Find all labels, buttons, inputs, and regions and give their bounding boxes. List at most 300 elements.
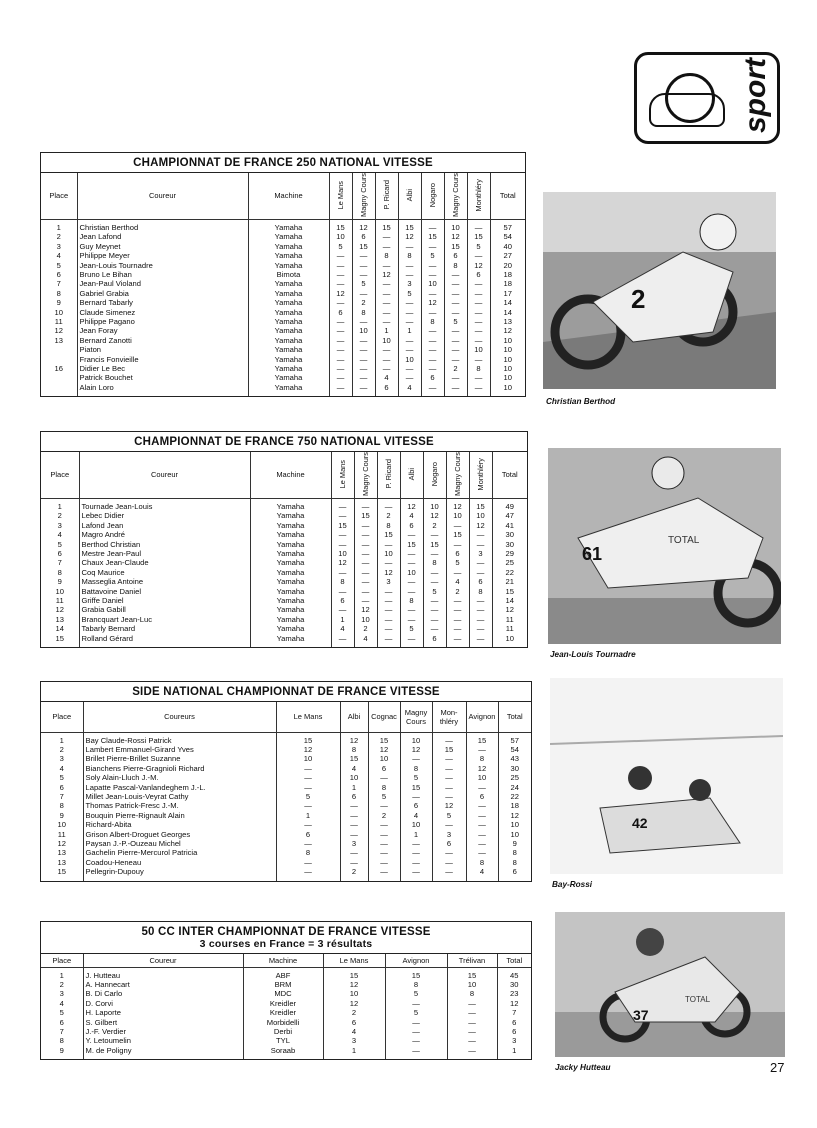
table-cell: 15 bbox=[398, 219, 421, 232]
table-cell: — bbox=[375, 289, 398, 298]
table-cell: 2 bbox=[446, 587, 469, 596]
table-cell: — bbox=[276, 820, 340, 829]
table-cell: 6 bbox=[276, 830, 340, 839]
table-cell: 9 bbox=[41, 1046, 83, 1059]
table-cell: Patrick Bouchet bbox=[77, 373, 248, 382]
table-cell: Gachelin Pierre-Mercurol Patricia bbox=[83, 848, 276, 857]
table-cell: — bbox=[432, 783, 466, 792]
table-cell: — bbox=[329, 270, 352, 279]
table-cell: 7 bbox=[41, 558, 79, 567]
table-cell: Yamaha bbox=[248, 336, 329, 345]
table-cell: — bbox=[432, 858, 466, 867]
table-cell: 12 bbox=[329, 289, 352, 298]
table-cell: 5 bbox=[421, 251, 444, 260]
table-cell: — bbox=[354, 587, 377, 596]
table-cell: 2 bbox=[41, 232, 77, 241]
table-cell: 8 bbox=[423, 558, 446, 567]
table-cell: — bbox=[421, 289, 444, 298]
table-cell: Yamaha bbox=[250, 511, 331, 520]
table-cell: — bbox=[400, 634, 423, 647]
table-cell: 1 bbox=[331, 615, 354, 624]
table-cell: 41 bbox=[505, 520, 514, 530]
column-header-label: Coureurs bbox=[164, 712, 195, 722]
table-cell: Millet Jean-Louis-Veyrat Cathy bbox=[83, 792, 276, 801]
table-cell: — bbox=[340, 811, 368, 820]
table-cell: — bbox=[467, 219, 490, 232]
table-cell: Yamaha bbox=[248, 242, 329, 251]
table-cell: 12 bbox=[41, 326, 77, 335]
table-cell: — bbox=[385, 1046, 447, 1059]
table-cell: 13 bbox=[41, 336, 77, 345]
table-cell: 5 bbox=[432, 811, 466, 820]
table-cell: 6 bbox=[41, 549, 79, 558]
table-row bbox=[41, 261, 525, 270]
table-cell: B. Di Carlo bbox=[83, 989, 243, 998]
table-row bbox=[41, 558, 527, 567]
table-cell: Yamaha bbox=[250, 596, 331, 605]
table-row bbox=[41, 587, 527, 596]
table-row bbox=[41, 1008, 531, 1017]
table-cell: 4 bbox=[400, 511, 423, 520]
table-row bbox=[41, 811, 531, 820]
table-cell: — bbox=[421, 219, 444, 232]
page-number: 27 bbox=[770, 1060, 785, 1075]
table-cell: — bbox=[446, 605, 469, 614]
table-cell: — bbox=[467, 383, 490, 396]
table-cell: 6 bbox=[400, 801, 432, 810]
table-cell: 5 bbox=[41, 261, 77, 270]
sport-logo bbox=[634, 52, 780, 144]
table-cell: — bbox=[398, 373, 421, 382]
column-header bbox=[79, 452, 250, 498]
column-header-label: Monthléry bbox=[473, 178, 483, 212]
table-cell: — bbox=[375, 261, 398, 270]
column-header bbox=[400, 452, 423, 498]
table-cell: — bbox=[368, 848, 400, 857]
table-cell: — bbox=[444, 289, 467, 298]
table-cell: — bbox=[375, 364, 398, 373]
table-row bbox=[41, 521, 527, 530]
table-cell: — bbox=[467, 326, 490, 335]
table-cell: — bbox=[377, 540, 400, 549]
table-cell: — bbox=[421, 336, 444, 345]
table-cell: 10 bbox=[466, 773, 498, 782]
table-cell: — bbox=[423, 577, 446, 586]
column-header bbox=[466, 702, 498, 732]
column-header-label: Le Mans bbox=[337, 459, 347, 489]
column-header-label: Magny Cours bbox=[450, 173, 460, 217]
table-cell: Brancquart Jean-Luc bbox=[79, 615, 250, 624]
column-header-label: Magny Cours bbox=[404, 707, 428, 726]
column-header-label: Albi bbox=[347, 712, 361, 722]
table-cell: 15 bbox=[467, 232, 490, 241]
table-cell: 10 bbox=[352, 326, 375, 335]
table-cell: — bbox=[467, 289, 490, 298]
table-cell: 2 bbox=[340, 867, 368, 880]
table-cell: Yamaha bbox=[248, 251, 329, 260]
table-cell: Didier Le Bec bbox=[77, 364, 248, 373]
table-cell: 1 bbox=[276, 811, 340, 820]
table-cell: Tabarly Bernard bbox=[79, 624, 250, 633]
table-cell: 49 bbox=[505, 501, 514, 511]
table-cell: — bbox=[375, 232, 398, 241]
table-row bbox=[41, 577, 527, 586]
table-cell: — bbox=[352, 270, 375, 279]
table-cell: — bbox=[331, 530, 354, 539]
table-cell: 15 bbox=[41, 634, 79, 647]
column-header bbox=[385, 954, 447, 967]
table-cell: 10 bbox=[41, 820, 83, 829]
column-header bbox=[368, 702, 400, 732]
table-cell: — bbox=[377, 558, 400, 567]
table-cell: Bernard Zanotti bbox=[77, 336, 248, 345]
table-cell: — bbox=[276, 783, 340, 792]
table-cell: 18 bbox=[510, 801, 519, 811]
table-cell: 12 bbox=[466, 764, 498, 773]
table-cell: Yamaha bbox=[248, 355, 329, 364]
table-cell: — bbox=[377, 498, 400, 511]
table-cell: 30 bbox=[505, 539, 514, 549]
table-cell: Coq Maurice bbox=[79, 568, 250, 577]
column-header-label: Place bbox=[52, 955, 72, 965]
table-cell: S. Gilbert bbox=[83, 1018, 243, 1027]
table-cell: — bbox=[368, 830, 400, 839]
table-cell: — bbox=[446, 634, 469, 647]
table-row bbox=[41, 549, 527, 558]
table-cell: Yamaha bbox=[250, 540, 331, 549]
table-cell: 13 bbox=[503, 317, 512, 327]
table-cell: 2 bbox=[354, 624, 377, 633]
column-header-label: Place bbox=[52, 712, 72, 722]
table-cell: — bbox=[400, 848, 432, 857]
table-cell: Jean-Paul Violand bbox=[77, 279, 248, 288]
table-cell: Alain Loro bbox=[77, 383, 248, 396]
column-header bbox=[469, 452, 492, 498]
table-cell: Derbi bbox=[243, 1027, 323, 1036]
table-cell: 15 bbox=[41, 867, 83, 880]
table-cell: 15 bbox=[421, 232, 444, 241]
column-header bbox=[447, 954, 497, 967]
column-header bbox=[41, 954, 83, 967]
table-cell: 12 bbox=[323, 999, 385, 1008]
table-cell: Yamaha bbox=[250, 577, 331, 586]
table-cell: 8 bbox=[447, 989, 497, 998]
table-cell: 2 bbox=[41, 980, 83, 989]
table-cell: — bbox=[352, 383, 375, 396]
table-cell: Jean-Louis Tournadre bbox=[77, 261, 248, 270]
table-cell: 7 bbox=[512, 1008, 517, 1018]
column-header bbox=[377, 452, 400, 498]
table-cell: 10 bbox=[447, 980, 497, 989]
table-cell: — bbox=[276, 867, 340, 880]
table-cell: 3 bbox=[432, 830, 466, 839]
table-cell: Yamaha bbox=[250, 624, 331, 633]
table-cell: Pellegrin-Dupouy bbox=[83, 867, 276, 880]
table-cell: — bbox=[352, 261, 375, 270]
table-cell: — bbox=[469, 568, 492, 577]
table-title: SIDE NATIONAL CHAMPIONNAT DE FRANCE VITESSE bbox=[41, 682, 531, 702]
table-cell: Masseglia Antoine bbox=[79, 577, 250, 586]
table-cell: — bbox=[276, 764, 340, 773]
table-cell: — bbox=[400, 792, 432, 801]
table-cell: — bbox=[421, 242, 444, 251]
table-cell: — bbox=[354, 596, 377, 605]
table-cell: — bbox=[466, 811, 498, 820]
column-header-label: Total bbox=[501, 470, 518, 480]
table-cell: — bbox=[421, 308, 444, 317]
table-cell: Yamaha bbox=[250, 605, 331, 614]
table-cell: 3 bbox=[41, 989, 83, 998]
table-cell: Soraab bbox=[243, 1046, 323, 1059]
table-cell: — bbox=[331, 568, 354, 577]
table-cell: 6 bbox=[41, 783, 83, 792]
table-cell: — bbox=[385, 1018, 447, 1027]
table-cell: 10 bbox=[503, 345, 512, 355]
table-cell: 5 bbox=[41, 1008, 83, 1017]
table-cell: 3 bbox=[512, 1036, 517, 1046]
column-header bbox=[331, 452, 354, 498]
column-header bbox=[41, 702, 83, 732]
table-cell: 15 bbox=[446, 530, 469, 539]
table-title: CHAMPIONNAT DE FRANCE 250 NATIONAL VITESSE bbox=[41, 153, 525, 173]
table-cell: — bbox=[400, 587, 423, 596]
table-cell: Philippe Pagano bbox=[77, 317, 248, 326]
table-cell: 27 bbox=[503, 251, 512, 261]
table-cell: 12 bbox=[505, 605, 514, 615]
table-cell: 6 bbox=[375, 383, 398, 396]
table-cell: — bbox=[385, 1027, 447, 1036]
table-cell: 2 bbox=[41, 745, 83, 754]
table-cell: 5 bbox=[41, 773, 83, 782]
table-cell: A. Hannecart bbox=[83, 980, 243, 989]
table-cell: 12 bbox=[469, 521, 492, 530]
table-cell: 5 bbox=[423, 587, 446, 596]
table-cell: 17 bbox=[503, 288, 512, 298]
table-cell: — bbox=[467, 251, 490, 260]
table-cell: 15 bbox=[423, 540, 446, 549]
table-row bbox=[41, 1027, 531, 1036]
caption-jacky-hutteau: Jacky Hutteau bbox=[555, 1063, 611, 1072]
table-cell: 8 bbox=[41, 1036, 83, 1045]
table-cell: — bbox=[354, 540, 377, 549]
table-cell: 10 bbox=[510, 820, 519, 830]
table-cell: 4 bbox=[446, 577, 469, 586]
table-cell: 9 bbox=[512, 838, 517, 848]
table-cell: — bbox=[329, 261, 352, 270]
table-row bbox=[41, 242, 525, 251]
table-cell: — bbox=[375, 279, 398, 288]
table-cell: — bbox=[400, 858, 432, 867]
table-cell: MDC bbox=[243, 989, 323, 998]
table-cell: — bbox=[331, 587, 354, 596]
table-cell: 10 bbox=[368, 754, 400, 763]
table-cell: 47 bbox=[505, 511, 514, 521]
table-cell: — bbox=[469, 624, 492, 633]
table-cell: — bbox=[375, 345, 398, 354]
table-cell: 8 bbox=[331, 577, 354, 586]
table-cell: 2 bbox=[444, 364, 467, 373]
table-row bbox=[41, 232, 525, 241]
column-header bbox=[421, 173, 444, 219]
photo-jean-louis-tournadre bbox=[548, 448, 781, 644]
table-cell: — bbox=[432, 732, 466, 745]
table-cell: — bbox=[398, 261, 421, 270]
column-header bbox=[398, 173, 421, 219]
table-cell: — bbox=[352, 289, 375, 298]
table-cell: 54 bbox=[503, 232, 512, 242]
table-row bbox=[41, 596, 527, 605]
table-cell: — bbox=[398, 317, 421, 326]
table-cell: 11 bbox=[505, 624, 514, 634]
column-header-label: Nogaro bbox=[427, 182, 437, 208]
table-cell: — bbox=[446, 540, 469, 549]
column-header-label: Le Mans bbox=[293, 712, 323, 722]
column-header bbox=[375, 173, 398, 219]
table-cell: 11 bbox=[41, 317, 77, 326]
column-header-label: Coureur bbox=[149, 955, 177, 965]
table-cell: — bbox=[329, 298, 352, 307]
table-row bbox=[41, 1036, 531, 1045]
table-cell: Kreidler bbox=[243, 999, 323, 1008]
table-cell: 15 bbox=[444, 242, 467, 251]
table-cell: 1 bbox=[340, 783, 368, 792]
table-cell: Christian Berthod bbox=[77, 219, 248, 232]
table-cell: 22 bbox=[510, 791, 519, 801]
table-cell: 8 bbox=[512, 857, 517, 867]
table-cell: — bbox=[377, 615, 400, 624]
table-cell: 10 bbox=[503, 354, 512, 364]
table-cell: Jean Lafond bbox=[77, 232, 248, 241]
table-cell: — bbox=[469, 615, 492, 624]
table-cell: Yamaha bbox=[248, 261, 329, 270]
table-cell: Magro André bbox=[79, 530, 250, 539]
table-cell: 21 bbox=[505, 577, 514, 587]
table-cell: — bbox=[329, 355, 352, 364]
table-cell: — bbox=[447, 1008, 497, 1017]
column-header bbox=[250, 452, 331, 498]
table-cell: 12 bbox=[421, 298, 444, 307]
table-cell: 6 bbox=[512, 1026, 517, 1036]
table-cell: 15 bbox=[466, 732, 498, 745]
table-cell: 12 bbox=[446, 498, 469, 511]
bike-number: 2 bbox=[631, 284, 646, 314]
table-row bbox=[41, 615, 527, 624]
table-cell: 16 bbox=[41, 364, 77, 373]
table-cell: — bbox=[354, 530, 377, 539]
table-cell: — bbox=[276, 801, 340, 810]
table-cell: — bbox=[446, 568, 469, 577]
table-cell: 1 bbox=[512, 1045, 517, 1055]
table-cell: 12 bbox=[276, 745, 340, 754]
table-cell: 4 bbox=[41, 999, 83, 1008]
table-cell: — bbox=[423, 568, 446, 577]
table-cell: 5 bbox=[276, 792, 340, 801]
table-cell: Francis Fonvieille bbox=[77, 355, 248, 364]
table-cell: — bbox=[354, 521, 377, 530]
column-header bbox=[83, 954, 243, 967]
table-title: CHAMPIONNAT DE FRANCE 750 NATIONAL VITESSE bbox=[41, 432, 527, 452]
table-cell: — bbox=[368, 820, 400, 829]
table-cell: 5 bbox=[467, 242, 490, 251]
table-row bbox=[41, 1018, 531, 1027]
table-cell: — bbox=[466, 783, 498, 792]
table-cell: — bbox=[444, 355, 467, 364]
table-cell: — bbox=[400, 754, 432, 763]
table-cell: Griffe Daniel bbox=[79, 596, 250, 605]
table-cell: 10 bbox=[503, 373, 512, 383]
table-row bbox=[41, 773, 531, 782]
table-cell: 3 bbox=[469, 549, 492, 558]
table-cell: 5 bbox=[41, 540, 79, 549]
table-cell: — bbox=[400, 867, 432, 880]
table-cell: 10 bbox=[375, 336, 398, 345]
column-header-label: Magny Cours bbox=[360, 452, 370, 496]
table-cell: Thomas Patrick-Fresc J.-M. bbox=[83, 801, 276, 810]
table-cell: 15 bbox=[331, 521, 354, 530]
table-cell: — bbox=[447, 999, 497, 1008]
table-cell: — bbox=[466, 830, 498, 839]
table-cell: 14 bbox=[503, 307, 512, 317]
table-cell: Bianchens Pierre-Gragnioli Richard bbox=[83, 764, 276, 773]
table-cell: — bbox=[467, 317, 490, 326]
table-cell bbox=[41, 345, 77, 354]
table-cell: 10 bbox=[331, 549, 354, 558]
caption-christian-berthod: Christian Berthod bbox=[546, 397, 616, 406]
table-cell: 4 bbox=[340, 764, 368, 773]
table-cell: — bbox=[340, 858, 368, 867]
column-header bbox=[248, 173, 329, 219]
table-cell: — bbox=[444, 279, 467, 288]
table-cell: 8 bbox=[377, 521, 400, 530]
column-header bbox=[492, 452, 527, 498]
sponsor-text: TOTAL bbox=[685, 995, 711, 1004]
column-header bbox=[83, 702, 276, 732]
column-header-label: Coureur bbox=[150, 470, 179, 480]
table-cell: 15 bbox=[400, 540, 423, 549]
photo-bay-rossi bbox=[550, 678, 783, 874]
table-cell: — bbox=[354, 558, 377, 567]
table-cell: 12 bbox=[352, 219, 375, 232]
table-subtitle: 3 courses en France = 3 résultats bbox=[199, 938, 373, 950]
column-header-label: Total bbox=[506, 712, 523, 722]
table-cell: Gabriel Grabia bbox=[77, 289, 248, 298]
table-cell: 5 bbox=[446, 558, 469, 567]
table-row bbox=[41, 251, 525, 260]
table-row bbox=[41, 219, 525, 232]
table-250-national bbox=[40, 152, 526, 397]
table-cell: 15 bbox=[505, 586, 514, 596]
column-header-label: Coureur bbox=[148, 191, 177, 201]
table-row bbox=[41, 1046, 531, 1059]
table-cell: — bbox=[469, 530, 492, 539]
table-cell: Yamaha bbox=[248, 373, 329, 382]
table-cell: — bbox=[329, 279, 352, 288]
table-cell: M. de Poligny bbox=[83, 1046, 243, 1059]
table-cell: 15 bbox=[276, 732, 340, 745]
table-cell: 10 bbox=[467, 345, 490, 354]
table-cell: — bbox=[400, 615, 423, 624]
table-cell: — bbox=[352, 251, 375, 260]
table-cell: 8 bbox=[466, 754, 498, 763]
table-cell: BRM bbox=[243, 980, 323, 989]
column-header-label: Avignon bbox=[402, 955, 430, 965]
table-cell: — bbox=[447, 1036, 497, 1045]
table-cell: — bbox=[446, 624, 469, 633]
table-cell: 6 bbox=[352, 232, 375, 241]
column-header bbox=[497, 954, 531, 967]
table-cell: 24 bbox=[510, 782, 519, 792]
table-cell: 10 bbox=[505, 633, 514, 643]
